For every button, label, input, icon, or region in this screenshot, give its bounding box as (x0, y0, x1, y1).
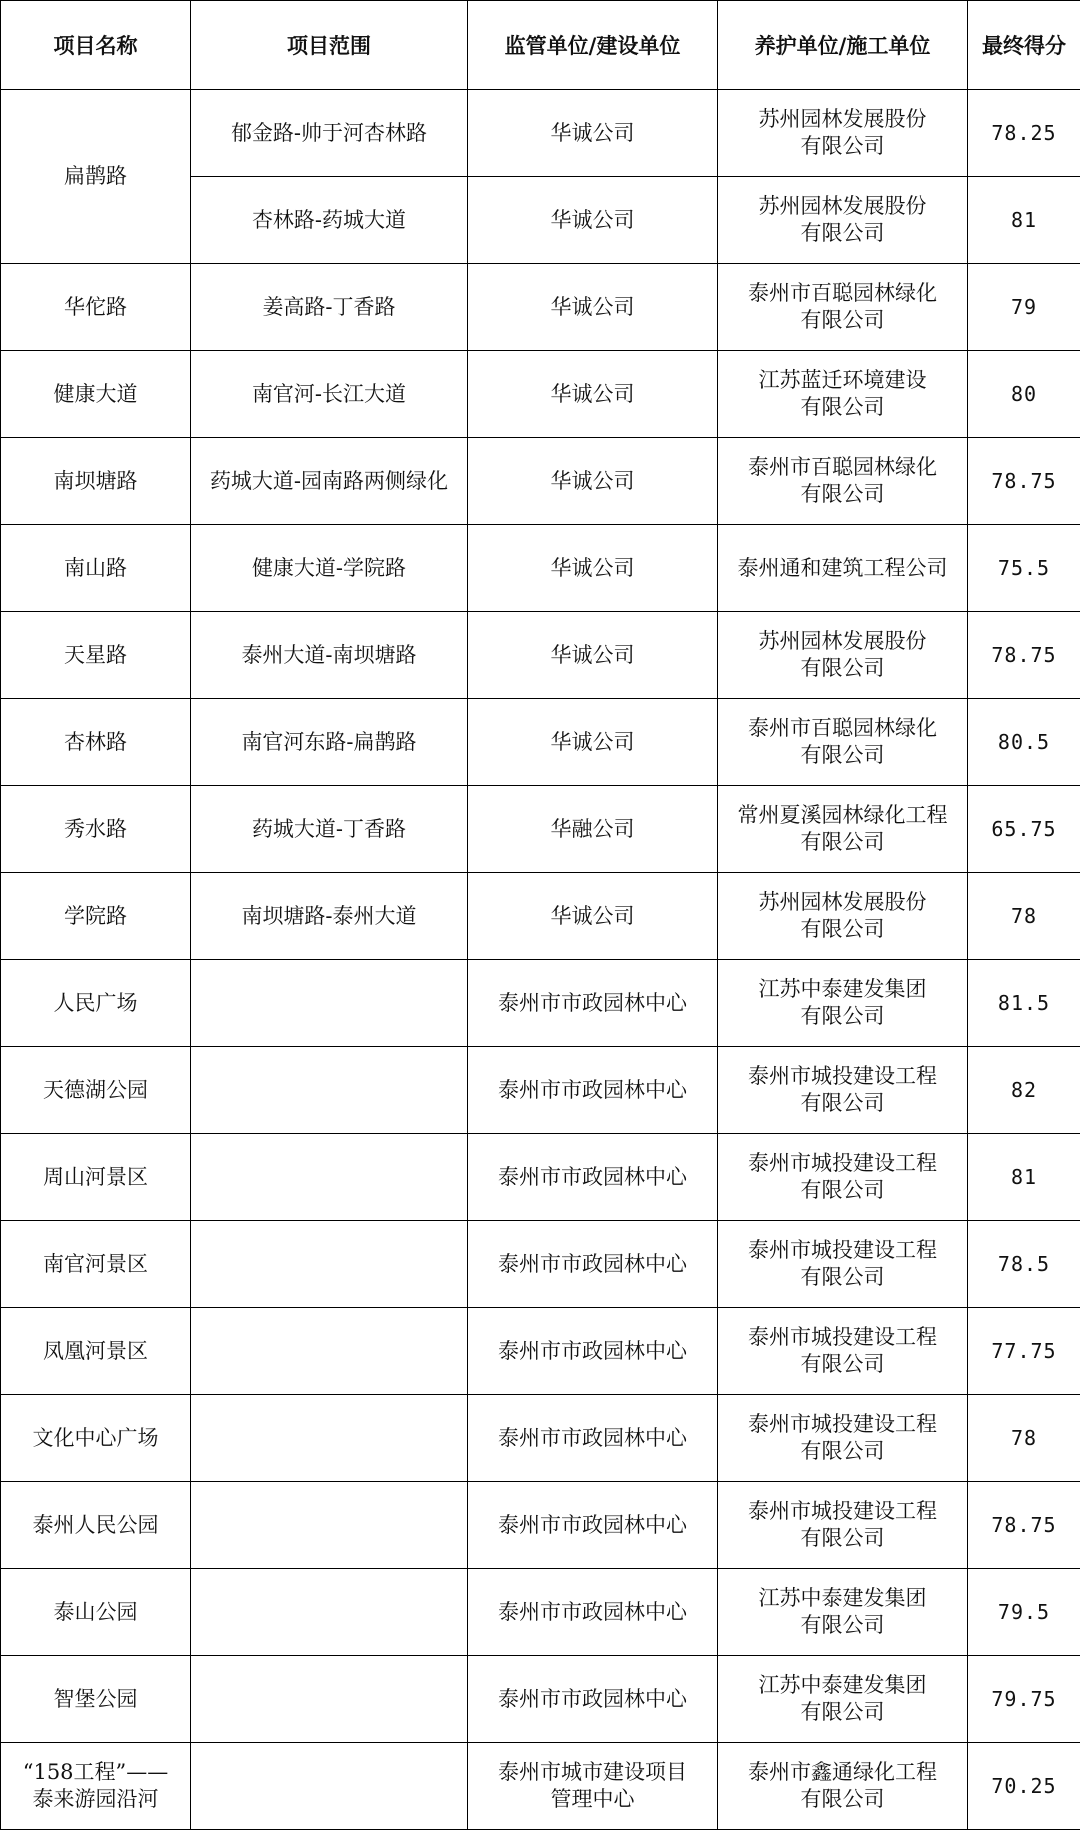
table-row (1, 1656, 1080, 1743)
maintainer (718, 1308, 968, 1395)
supervisor: 泰州市市政园林中心 (468, 1656, 718, 1743)
supervisor: 泰州市市政园林中心 (468, 1134, 718, 1221)
project-name: 华佗路 (1, 264, 191, 351)
maintainer-line1: 泰州市城投建设工程 (748, 1412, 937, 1436)
maintainer-line2: 有限公司 (800, 1439, 885, 1463)
final-score: 81 (968, 177, 1080, 264)
final-score: 78.75 (968, 612, 1080, 699)
maintainer (718, 612, 968, 699)
project-name-line1: “158工程”—— (22, 1760, 169, 1784)
maintainer-line1: 江苏蓝迁环境建设 (758, 368, 927, 392)
maintainer-line1: 泰州通和建筑工程公司 (737, 555, 948, 580)
maintainer-line1: 泰州市城投建设工程 (748, 1151, 937, 1175)
supervisor: 泰州市市政园林中心 (468, 1308, 718, 1395)
header-maintainer: 养护单位/施工单位 (718, 1, 968, 90)
project-name: 文化中心广场 (1, 1395, 191, 1482)
maintainer (718, 1395, 968, 1482)
header-project-range: 项目范围 (191, 1, 468, 90)
table-row (1, 786, 1080, 873)
maintainer-line2: 有限公司 (800, 656, 885, 680)
maintainer-line1: 江苏中泰建发集团 (758, 1586, 927, 1610)
supervisor: 华诚公司 (468, 873, 718, 960)
table-row (1, 960, 1080, 1047)
maintainer (718, 1134, 968, 1221)
table-row (1, 1569, 1080, 1656)
maintainer (718, 264, 968, 351)
project-range: 药城大道-园南路两侧绿化 (191, 438, 468, 525)
table-row (1, 1743, 1080, 1830)
project-range: 杏林路-药城大道 (191, 177, 468, 264)
project-range: 南坝塘路-泰州大道 (191, 873, 468, 960)
maintainer-line2: 有限公司 (800, 1265, 885, 1289)
project-name: 天德湖公园 (1, 1047, 191, 1134)
project-name (1, 1743, 191, 1830)
final-score: 81.5 (968, 960, 1080, 1047)
project-name: 泰山公园 (1, 1569, 191, 1656)
supervisor: 华诚公司 (468, 699, 718, 786)
table-row (1, 873, 1080, 960)
project-range: 姜高路-丁香路 (191, 264, 468, 351)
table-row (1, 438, 1080, 525)
final-score: 78 (968, 1395, 1080, 1482)
table-row (1, 264, 1080, 351)
final-score: 81 (968, 1134, 1080, 1221)
supervisor (468, 1743, 718, 1830)
final-score: 78.25 (968, 90, 1080, 177)
table-row (1, 612, 1080, 699)
project-name: 南山路 (1, 525, 191, 612)
project-range: 南官河-长江大道 (191, 351, 468, 438)
project-range (191, 1308, 468, 1395)
project-name: 天星路 (1, 612, 191, 699)
maintainer-line2: 有限公司 (800, 1004, 885, 1028)
supervisor-line1: 泰州市城市建设项目 (498, 1760, 687, 1784)
maintainer-line1: 泰州市城投建设工程 (748, 1499, 937, 1523)
final-score: 79 (968, 264, 1080, 351)
final-score: 78.75 (968, 438, 1080, 525)
supervisor: 泰州市市政园林中心 (468, 1569, 718, 1656)
supervisor: 泰州市市政园林中心 (468, 1482, 718, 1569)
maintainer (718, 960, 968, 1047)
maintainer (718, 177, 968, 264)
maintainer-line2: 有限公司 (800, 308, 885, 332)
final-score: 77.75 (968, 1308, 1080, 1395)
project-name: 南官河景区 (1, 1221, 191, 1308)
maintainer-line1: 江苏中泰建发集团 (758, 977, 927, 1001)
table-row (1, 351, 1080, 438)
final-score: 78 (968, 873, 1080, 960)
supervisor: 华诚公司 (468, 351, 718, 438)
maintainer (718, 1743, 968, 1830)
supervisor-line2: 管理中心 (550, 1787, 635, 1811)
maintainer-line1: 苏州园林发展股份 (758, 890, 927, 914)
final-score: 65.75 (968, 786, 1080, 873)
maintainer-line2: 有限公司 (800, 1526, 885, 1550)
maintainer-line2: 有限公司 (800, 221, 885, 245)
project-name: 智堡公园 (1, 1656, 191, 1743)
project-range (191, 1221, 468, 1308)
header-row (1, 1, 1080, 90)
table-row (1, 1482, 1080, 1569)
maintainer-line1: 苏州园林发展股份 (758, 107, 927, 131)
supervisor: 华诚公司 (468, 438, 718, 525)
table-row (1, 1134, 1080, 1221)
maintainer-line2: 有限公司 (800, 1178, 885, 1202)
maintainer-line1: 苏州园林发展股份 (758, 194, 927, 218)
project-range (191, 1743, 468, 1830)
maintainer (718, 1656, 968, 1743)
maintainer (718, 438, 968, 525)
project-range (191, 1482, 468, 1569)
supervisor: 华融公司 (468, 786, 718, 873)
maintainer-line1: 泰州市百聪园林绿化 (748, 455, 937, 479)
project-range: 健康大道-学院路 (191, 525, 468, 612)
maintainer-line1: 泰州市百聪园林绿化 (748, 716, 937, 740)
project-name: 周山河景区 (1, 1134, 191, 1221)
table-row (1, 1047, 1080, 1134)
header-project-name: 项目名称 (1, 1, 191, 90)
maintainer-line2: 有限公司 (800, 917, 885, 941)
project-name: 健康大道 (1, 351, 191, 438)
supervisor: 华诚公司 (468, 264, 718, 351)
supervisor: 泰州市市政园林中心 (468, 1395, 718, 1482)
table-row (1, 1395, 1080, 1482)
final-score: 79.75 (968, 1656, 1080, 1743)
maintainer-line2: 有限公司 (800, 1787, 885, 1811)
maintainer-line1: 常州夏溪园林绿化工程 (737, 803, 948, 827)
maintainer-line2: 有限公司 (800, 743, 885, 767)
final-score: 80 (968, 351, 1080, 438)
project-name-line2: 泰来游园沿河 (32, 1787, 159, 1811)
maintainer-line2: 有限公司 (800, 1613, 885, 1637)
maintainer (718, 1047, 968, 1134)
supervisor: 泰州市市政园林中心 (468, 960, 718, 1047)
project-name: 人民广场 (1, 960, 191, 1047)
maintainer-line1: 泰州市城投建设工程 (748, 1325, 937, 1349)
project-range: 药城大道-丁香路 (191, 786, 468, 873)
supervisor: 华诚公司 (468, 612, 718, 699)
maintainer-line2: 有限公司 (800, 1700, 885, 1724)
project-range: 泰州大道-南坝塘路 (191, 612, 468, 699)
maintainer-line2: 有限公司 (800, 134, 885, 158)
maintainer (718, 873, 968, 960)
maintainer (718, 525, 968, 612)
maintainer-line2: 有限公司 (800, 830, 885, 854)
maintainer (718, 699, 968, 786)
final-score: 80.5 (968, 699, 1080, 786)
project-name: 泰州人民公园 (1, 1482, 191, 1569)
supervisor: 泰州市市政园林中心 (468, 1221, 718, 1308)
project-range (191, 1656, 468, 1743)
maintainer-line2: 有限公司 (800, 482, 885, 506)
project-range (191, 960, 468, 1047)
project-range (191, 1134, 468, 1221)
maintainer-line1: 江苏中泰建发集团 (758, 1673, 927, 1697)
supervisor: 泰州市市政园林中心 (468, 1047, 718, 1134)
supervisor: 华诚公司 (468, 177, 718, 264)
final-score: 79.5 (968, 1569, 1080, 1656)
maintainer (718, 351, 968, 438)
table-row (1, 525, 1080, 612)
project-range: 郁金路-帅于河杏林路 (191, 90, 468, 177)
maintainer-line1: 泰州市城投建设工程 (748, 1238, 937, 1262)
project-name: 学院路 (1, 873, 191, 960)
supervisor: 华诚公司 (468, 525, 718, 612)
project-name: 扁鹊路 (1, 90, 191, 264)
project-name: 秀水路 (1, 786, 191, 873)
final-score: 70.25 (968, 1743, 1080, 1830)
header-final-score: 最终得分 (968, 1, 1080, 90)
project-range: 南官河东路-扁鹊路 (191, 699, 468, 786)
maintainer (718, 90, 968, 177)
maintainer (718, 786, 968, 873)
maintainer-line2: 有限公司 (800, 1091, 885, 1115)
table-row (1, 1308, 1080, 1395)
final-score: 82 (968, 1047, 1080, 1134)
table-row (1, 90, 1080, 177)
maintainer (718, 1569, 968, 1656)
project-name: 凤凰河景区 (1, 1308, 191, 1395)
maintainer (718, 1482, 968, 1569)
maintainer-line1: 泰州市鑫通绿化工程 (748, 1760, 937, 1784)
maintainer-line2: 有限公司 (800, 1352, 885, 1376)
maintainer (718, 1221, 968, 1308)
maintainer-line1: 泰州市城投建设工程 (748, 1064, 937, 1088)
table-row (1, 1221, 1080, 1308)
project-name: 杏林路 (1, 699, 191, 786)
supervisor: 华诚公司 (468, 90, 718, 177)
final-score: 78.5 (968, 1221, 1080, 1308)
project-range (191, 1569, 468, 1656)
final-score: 75.5 (968, 525, 1080, 612)
project-name: 南坝塘路 (1, 438, 191, 525)
final-score: 78.75 (968, 1482, 1080, 1569)
project-range (191, 1047, 468, 1134)
project-range (191, 1395, 468, 1482)
table-row (1, 699, 1080, 786)
header-supervisor: 监管单位/建设单位 (468, 1, 718, 90)
maintainer-line1: 苏州园林发展股份 (758, 629, 927, 653)
maintainer-line1: 泰州市百聪园林绿化 (748, 281, 937, 305)
maintainer-line2: 有限公司 (800, 395, 885, 419)
